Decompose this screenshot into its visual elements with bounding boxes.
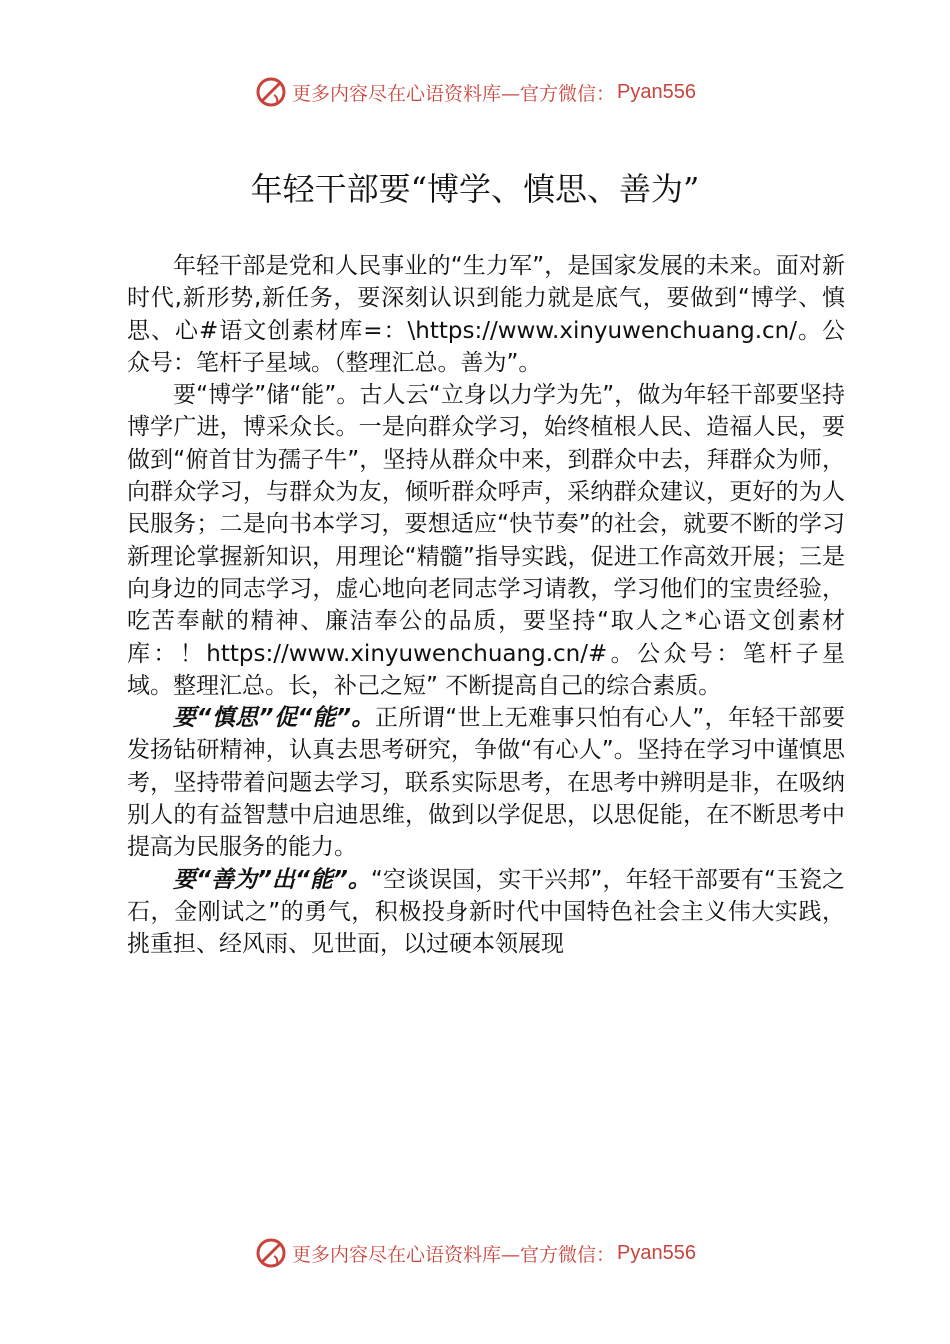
header-watermark-banner: [0, 72, 950, 112]
document-body: [127, 250, 845, 961]
banner-text: 更多内容尽在心语资料库—官方微信：: [292, 82, 616, 105]
paragraph-intro: [127, 250, 845, 379]
brush-logo-icon: [254, 1236, 288, 1270]
paragraph-shensi: [127, 702, 845, 863]
paragraph-text: 年轻干部是党和人民事业的“生力军”，是国家发展的未来。面对新时代,新形势,新任务，要深刻认识到能力就是底气，要做到“博学、慎思、心#语文创素材库=：\https://www.xinyuwenchuang.cn/。公众号：笔杆子星域。（整理汇总。善为”。: [127, 253, 845, 376]
paragraph-text: 要“博学”储“能”。古人云“立身以力学为先”，做为年轻干部要坚持博学广进，博采众长。一是向群众学习，始终植根人民、造福人民，要做到“俯首甘为孺子牛”，坚持从群众中来，到群众中去，拜群众为师，向群众学习，与群众为友，倾听群众呼声，采纳群众建议，更好的为人民服务；二是向书本学习，要想适应“快节奏”的社会，就要不断的学习新理论掌握新知识，用理论“精髓”指导实践，促进工作高效开展；三是向身边的同志学习，虚心地向老同志学习请教，学习他们的宝贵经验，吃苦奉献的精神、廉洁奉公的品质，要坚持“取人之*心语文创素材库：！https://www.xinyuwenchuang.cn/#。公众号：笔杆子星域。整理汇总。长，补己之短” 不断提高自己的综合素质。: [127, 382, 845, 699]
paragraph-lead: 要“慎思”促“能”。: [173, 705, 375, 732]
banner-wechat-id: Pyan556: [617, 1241, 696, 1264]
paragraph-text: “空谈误国，实干兴邦”，年轻干部要有“玉瓷之石，金刚试之”的勇气，积极投身新时代中国特色社会主义伟大实践，挑重担、经风雨、见世面，以过硬本领展现: [127, 866, 845, 958]
brush-logo-icon: [254, 75, 288, 109]
paragraph-text: 正所谓“世上无难事只怕有心人”，年轻干部要发扬钻研精神，认真去思考研究，争做“有心人”。坚持在学习中谨慎思考，坚持带着问题去学习，联系实际思考，在思考中辨明是非，在吸纳别人的有益智慧中启迪思维，做到以学促思，以思促能，在不断思考中提高为民服务的能力。: [127, 705, 845, 861]
document-title: 年轻干部要“博学、慎思、善为”: [250, 170, 700, 208]
banner-text: 更多内容尽在心语资料库—官方微信：: [292, 1243, 616, 1266]
banner-wechat-id: Pyan556: [617, 80, 696, 103]
paragraph-shanwei: [127, 864, 845, 961]
footer-watermark-banner: [0, 1233, 950, 1273]
paragraph-lead: 要“善为”出“能”。: [173, 866, 371, 893]
paragraph-boxue: [127, 379, 845, 702]
